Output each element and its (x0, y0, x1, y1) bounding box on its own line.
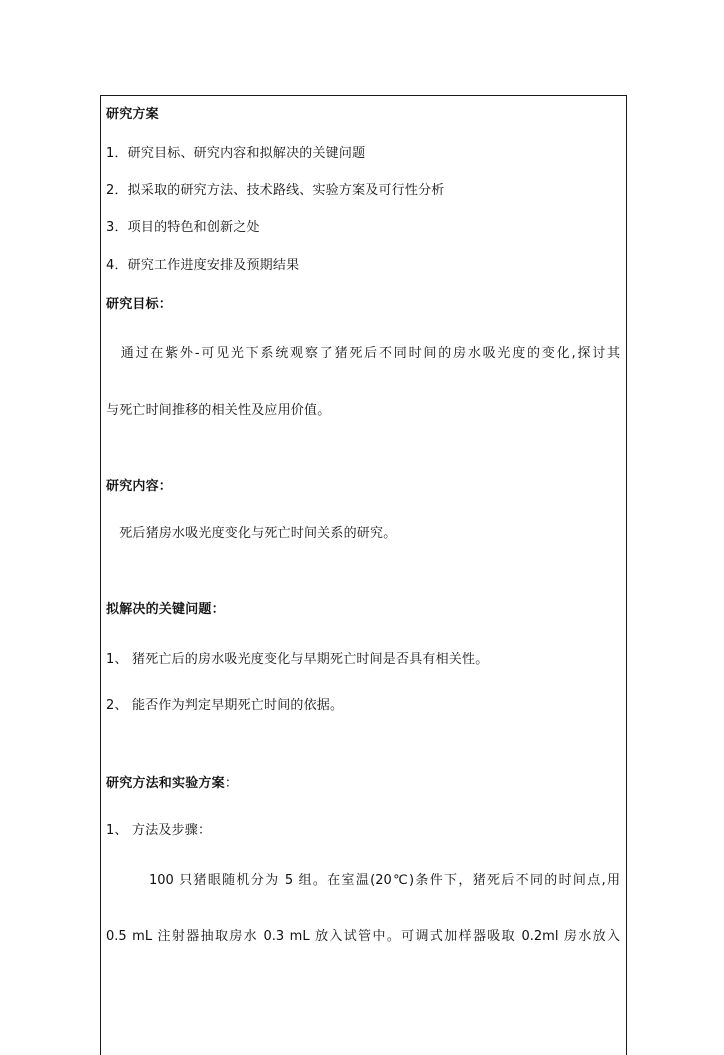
method-heading-colon: ： (224, 776, 239, 791)
plan-item-2: 2．拟采取的研究方法、技术路线、实验方案及可行性分析 (106, 183, 445, 198)
goal-paragraph-line-2: 与死亡时间推移的相关性及应用价值。 (106, 403, 331, 418)
problem-item-2: 2、 能否作为判定早期死亡时间的依据。 (106, 698, 344, 713)
problem-item-1: 1、 猪死亡后的房水吸光度变化与早期死亡时间是否具有相关性。 (106, 652, 489, 667)
table-cell-border (100, 95, 627, 1055)
plan-item-4: 4．研究工作进度安排及预期结果 (106, 258, 300, 273)
content-paragraph: 死后猪房水吸光度变化与死亡时间关系的研究。 (106, 526, 397, 541)
method-step-title: 1、 方法及步骤： (106, 823, 212, 838)
problem-heading: 拟解决的关键问题： (106, 602, 225, 617)
plan-item-3: 3．项目的特色和创新之处 (106, 220, 260, 235)
goal-heading: 研究目标： (106, 297, 173, 312)
method-paragraph-line-2: 0.5 mL 注射器抽取房水 0.3 mL 放入试管中。可调式加样器吸取 0.2ml 房水放入 (106, 929, 620, 944)
plan-heading: 研究方案 (106, 107, 159, 122)
plan-item-1: 1．研究目标、研究内容和拟解决的关键问题 (106, 146, 366, 161)
goal-paragraph-line-1: 通过在紫外-可见光下系统观察了猪死后不同时间的房水吸光度的变化,探讨其 (106, 346, 620, 361)
method-heading-text: 研究方法和实验方案 (106, 776, 225, 791)
method-heading (106, 775, 238, 793)
content-heading: 研究内容： (106, 479, 173, 494)
method-paragraph-line-1: 100 只猪眼随机分为 5 组。在室温(20℃)条件下，猪死后不同的时间点,用 (106, 873, 620, 888)
